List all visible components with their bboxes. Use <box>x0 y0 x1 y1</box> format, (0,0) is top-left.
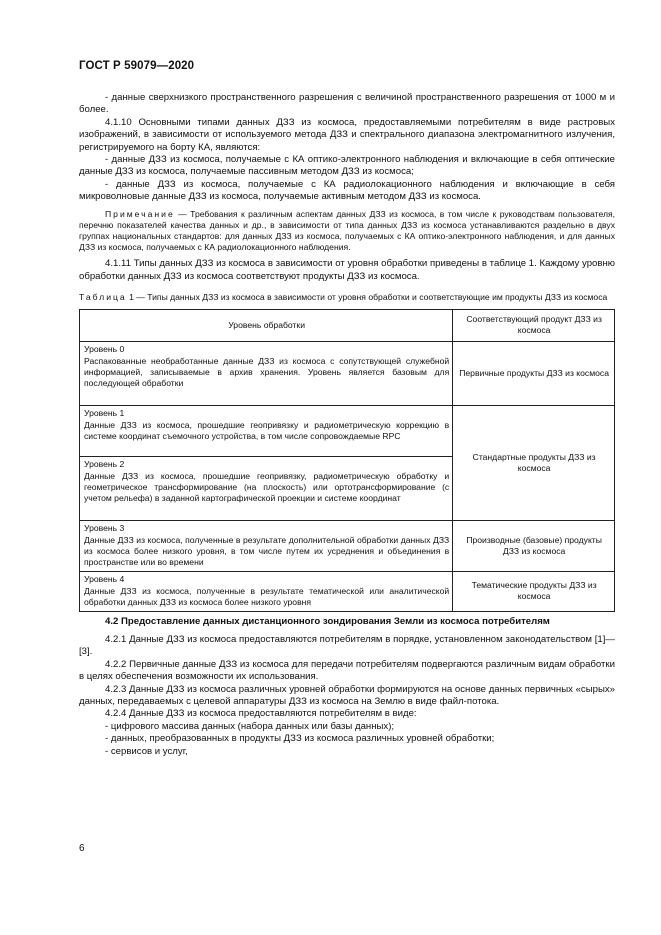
paragraph: 4.1.10 Основными типами данных ДЗЗ из космоса, предоставляемыми потребителям в виде растровых изображений, в зависимости от используемого метода ДЗЗ и спектрального диапазона электромагнитного излучения, регистрируемого на борту КА, являются: <box>79 116 615 153</box>
level-title: Уровень 0 <box>84 344 125 355</box>
level-cell <box>80 406 453 457</box>
note-text: — Требования к различным аспектам данных ДЗЗ из космоса, в том числе к руководствам пользователя, перечню показателей качества данных и др., в зависимости от типа данных ДЗЗ из космоса устанавливаются раздельно в двух группах национальных стандартов: для данных ДЗЗ из космоса, получаемых с КА оптико-электронного наблюдения, и для данных ДЗЗ из космоса, получаемых с КА радиолокационного наблюдения. <box>79 208 615 253</box>
level-description: Данные ДЗЗ из космоса, полученные в результате дополнительной обработки данных ДЗЗ из космоса более низкого уровня, в том числе путем их усреднения и объединения в пространстве или во времени <box>84 534 450 568</box>
level-cell <box>80 521 453 572</box>
table-row <box>80 406 615 457</box>
level-title: Уровень 1 <box>84 408 125 419</box>
table-caption <box>79 292 615 303</box>
paragraph: 4.2.3 Данные ДЗЗ из космоса различных уровней обработки формируются на основе данных первичных «сырых» данных, передаваемых с целевой аппаратуры ДЗЗ из космоса на Землю в виде файл-потока. <box>79 683 615 707</box>
table-row <box>80 572 615 612</box>
document-header: ГОСТ Р 59079—2020 <box>79 60 195 72</box>
level-cell <box>80 572 453 612</box>
note <box>79 209 615 254</box>
product-cell: Производные (базовые) продукты ДЗЗ из космоса <box>453 521 615 572</box>
level-title: Уровень 2 <box>84 459 125 470</box>
list-item: - данные ДЗЗ из космоса, получаемые с КА оптико-электронного наблюдения и включающие в себя оптические данные ДЗЗ из космоса, получаемые пассивным методом ДЗЗ из космоса; <box>79 154 615 178</box>
paragraph: - данные сверхнизкого пространственного разрешения с величиной пространственного разрешения от 1000 м и более. <box>79 92 615 116</box>
section-title: 4.2 Предоставление данных дистанционного зондирования Земли из космоса потребителям <box>105 616 550 628</box>
level-title: Уровень 3 <box>84 523 125 534</box>
page-number: 6 <box>79 843 85 854</box>
level-description: Распакованные необработанные данные ДЗЗ из космоса с сопутствующей служебной информацией, записываемые в архив хранения. Уровень является базовым для последующей обработки <box>84 355 450 389</box>
level-cell <box>80 342 453 406</box>
product-cell: Стандартные продукты ДЗЗ из космоса <box>453 406 615 521</box>
level-cell <box>80 457 453 521</box>
level-description: Данные ДЗЗ из космоса, полученные в результате тематической или аналитической обработки данных ДЗЗ из космоса более низкого уровня <box>84 585 450 607</box>
level-description: Данные ДЗЗ из космоса, прошедшие геопривязку, радиометрическую обработку и геометрическое трансформирование (на плоскость) или ортотрансформирование (с учетом рельефа) в заданной картографической проекции и системе координат <box>84 470 450 504</box>
level-description: Данные ДЗЗ из космоса, прошедшие геопривязку и радиометрическую коррекцию в системе координат съемочного устройства, в том числе сопровождаемые RPC <box>84 419 450 441</box>
list-item: - данных, преобразованных в продукты ДЗЗ из космоса различных уровней обработки; <box>105 733 495 745</box>
paragraph: 4.1.11 Типы данных ДЗЗ из космоса в зависимости от уровня обработки приведены в таблице 1. Каждому уровню обработки данных ДЗЗ из космоса соответствуют продукты ДЗЗ из космоса. <box>79 258 615 282</box>
list-item: - цифрового массива данных (набора данных или базы данных); <box>105 720 395 732</box>
paragraph: 4.2.4 Данные ДЗЗ из космоса предоставляются потребителям в виде: <box>105 708 417 720</box>
level-title: Уровень 4 <box>84 574 125 585</box>
column-header-product: Соответствующий продукт ДЗЗ из космоса <box>453 310 615 342</box>
paragraph: 4.2.2 Первичные данные ДЗЗ из космоса для передачи потребителям подвергаются различным видам обработки в целях обеспечения возможности их использования. <box>79 658 615 683</box>
column-header-level: Уровень обработки <box>80 310 453 342</box>
product-cell: Первичные продукты ДЗЗ из космоса <box>453 342 615 406</box>
table-caption-label: Таблица <box>79 292 127 303</box>
list-item: - данные ДЗЗ из космоса, получаемые с КА радиолокационного наблюдения и включающие в себя микроволновые данные ДЗЗ из космоса, получаемые активным методом ДЗЗ из космоса. <box>79 178 615 203</box>
table-row <box>80 521 615 572</box>
list-item: - сервисов и услуг, <box>105 745 188 757</box>
product-cell: Тематические продукты ДЗЗ из космоса <box>453 572 615 612</box>
levels-table <box>79 309 615 612</box>
document-body <box>79 92 615 758</box>
table-header-row <box>80 310 615 342</box>
paragraph: 4.2.1 Данные ДЗЗ из космоса предоставляются потребителям в порядке, установленном законодательством [1]—[3]. <box>79 633 615 658</box>
table-row <box>80 342 615 406</box>
table-caption-text: 1 — Типы данных ДЗЗ из космоса в зависимости от уровня обработки и соответствующие им продукты ДЗЗ из космоса <box>126 292 608 303</box>
note-label: Примечание <box>105 208 175 219</box>
